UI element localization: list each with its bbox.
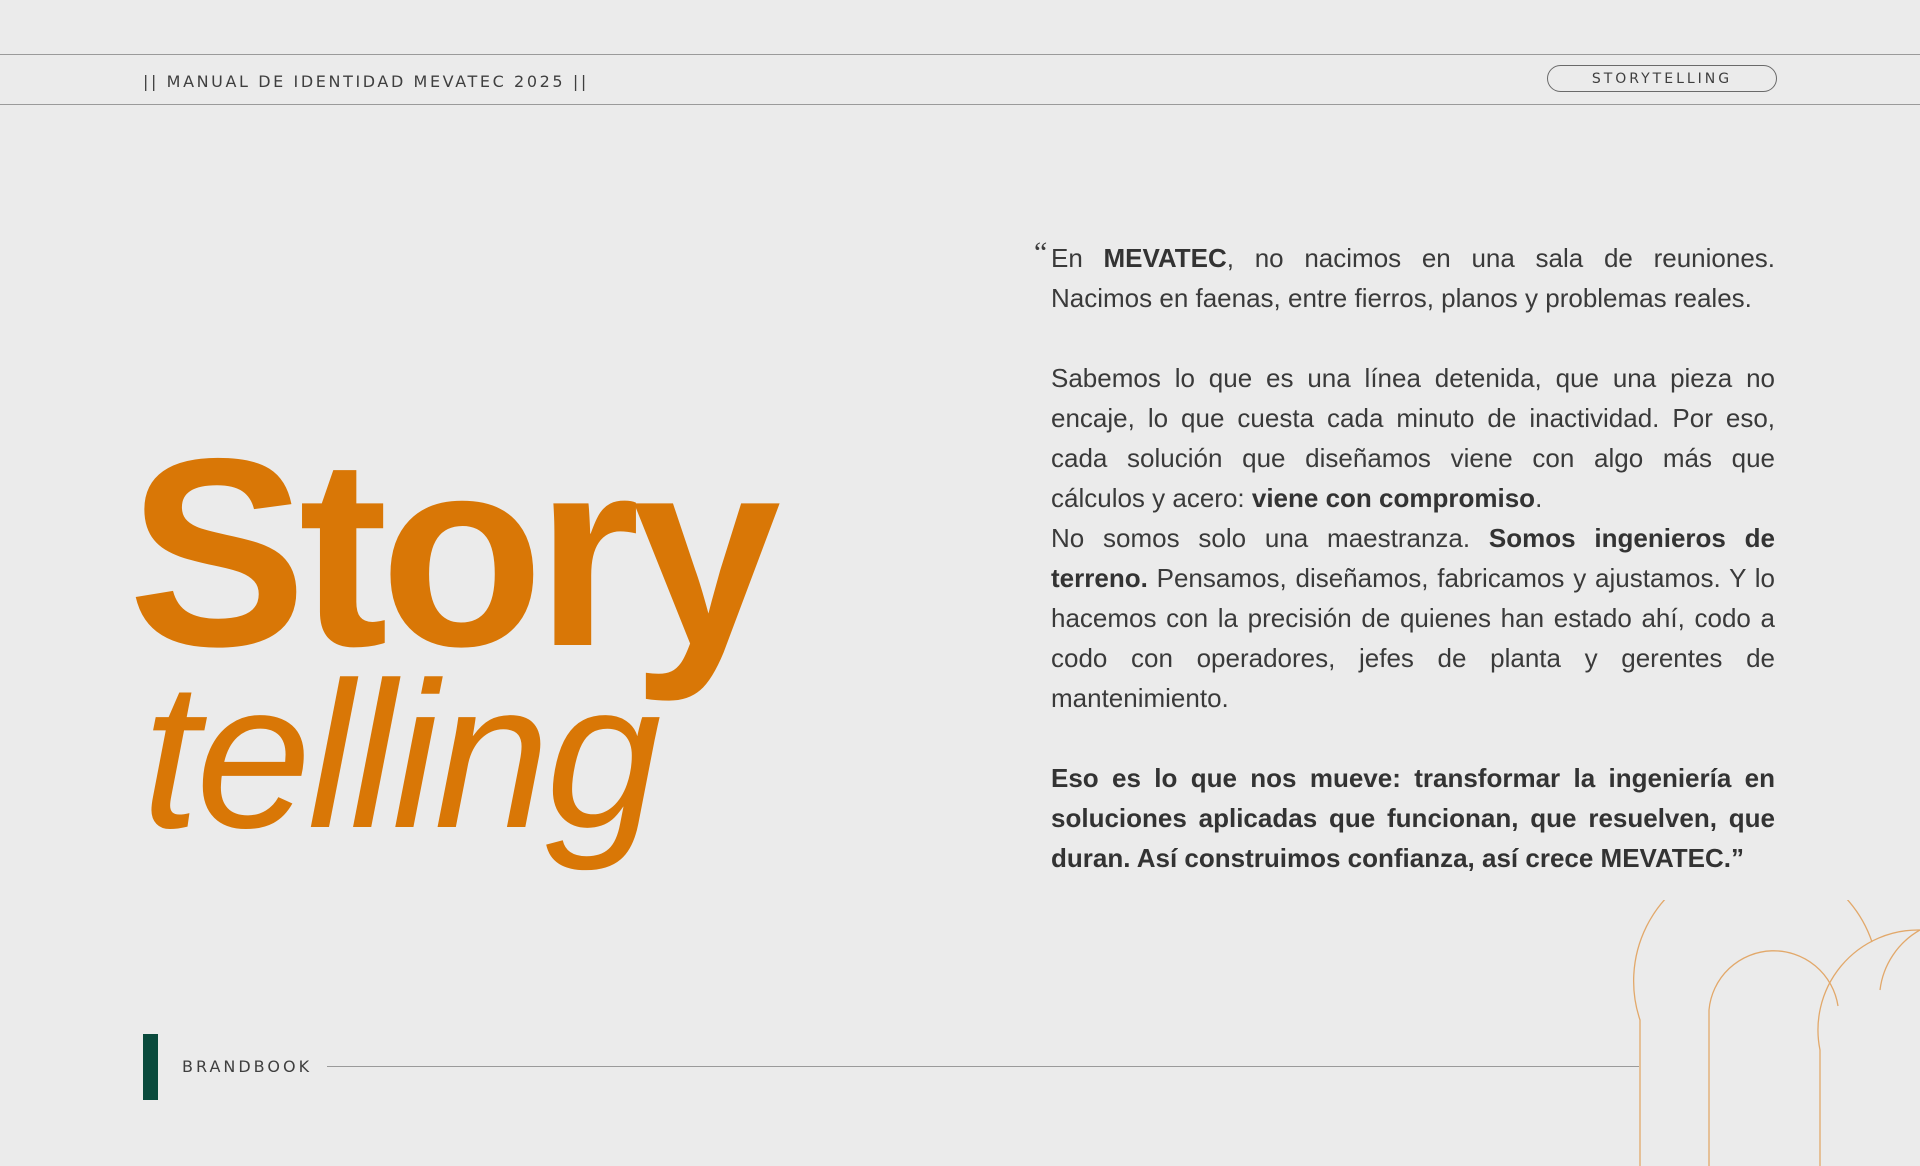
paragraph-2: Sabemos lo que es una línea detenida, que una pieza no encaje, lo que cuesta cada minuto de inactividad. Por eso, cada solución que diseñamos viene con algo más que cálculos y acero: viene con compromiso.: [1051, 363, 1775, 513]
header-bottom-rule: [0, 104, 1920, 105]
emphasis-ingenieros: Somos ingenieros de terreno.: [1051, 523, 1776, 593]
paragraph-3: No somos solo una maestranza. Somos ingenieros de terreno. Pensamos, diseñamos, fabricamos y ajustamos. Y lo hacemos con la precisión de quienes han estado ahí, codo a codo con operadores, jefes de planta y gerentes de mantenimiento.: [1051, 523, 1776, 713]
paragraph-1: En MEVATEC, no nacimos en una sala de reuniones. Nacimos en faenas, entre fierros, planos y problemas reales.: [1051, 243, 1776, 313]
hero-title-story: Story: [128, 402, 774, 702]
closing-paragraph: Eso es lo que nos mueve: transformar la ingeniería en soluciones aplicadas que funcionan, que resuelven, que duran. Así construimos confianza, así crece MEVATEC.”: [1051, 763, 1775, 873]
brand-name: MEVATEC: [1103, 243, 1227, 273]
footer-rule: [327, 1066, 1639, 1067]
hero-title-telling: telling: [142, 640, 658, 872]
story-body: [1051, 238, 1775, 878]
header-top-rule: [0, 54, 1920, 55]
section-badge: STORYTELLING: [1547, 65, 1777, 92]
brand-arch-decoration-icon: [1630, 900, 1920, 1166]
open-quote-mark: “: [1034, 236, 1048, 269]
header-title: || MANUAL DE IDENTIDAD MEVATEC 2025 ||: [143, 72, 589, 91]
emphasis-compromiso: viene con compromiso: [1251, 483, 1536, 513]
footer-label: BRANDBOOK: [182, 1057, 313, 1076]
footer-accent-bar: [143, 1034, 158, 1100]
